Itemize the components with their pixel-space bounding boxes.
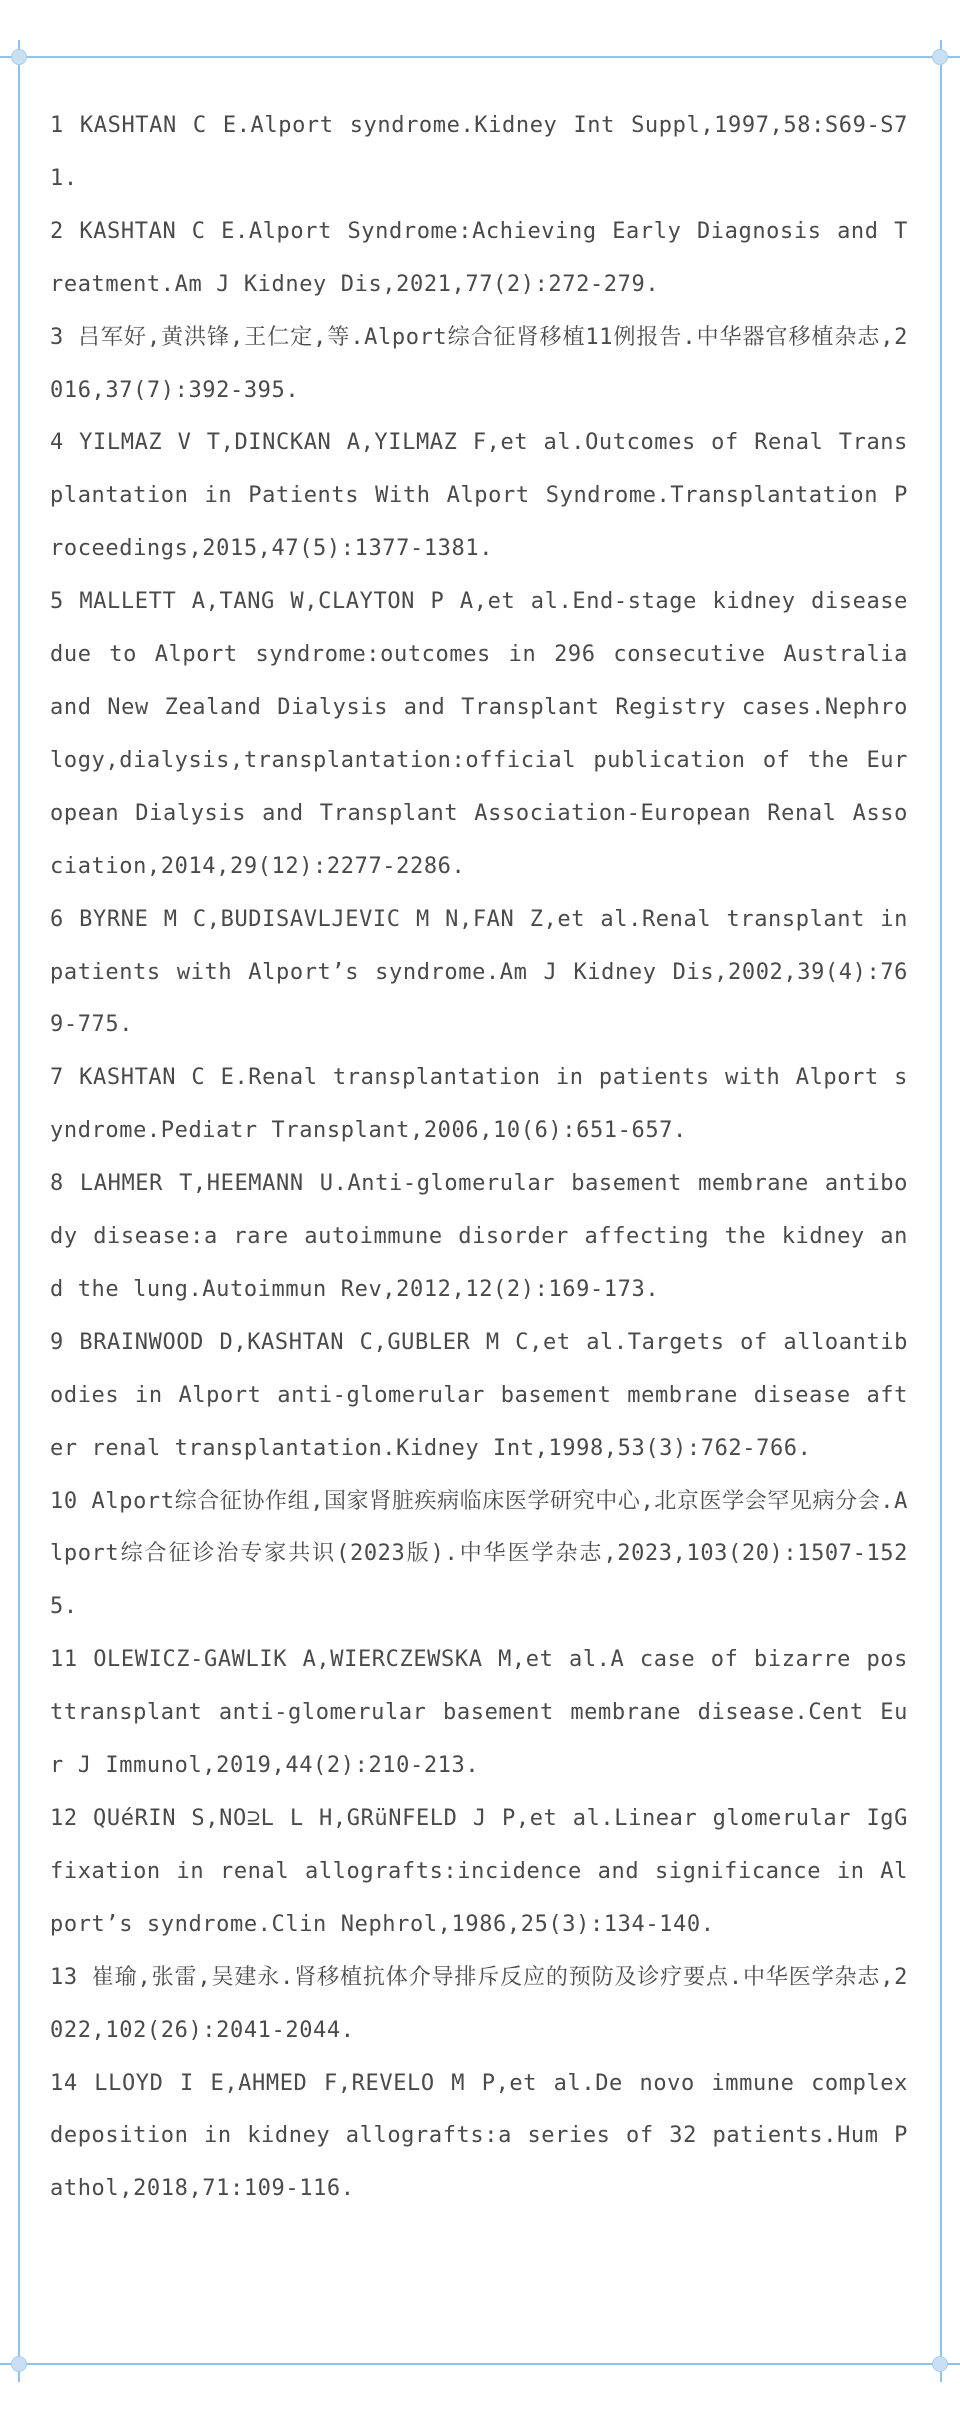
corner-dot-bottom-left [11,2356,27,2372]
frame-left-border [18,40,20,2382]
corner-dot-top-left [11,49,27,65]
reference-item-7: 7 KASHTAN C E.Renal transplantation in patients with Alport syndrome.Pediatr Transplant,2006,10(6):651-657. [50,1065,908,1144]
frame-bottom-border [0,2363,960,2365]
reference-item-6: 6 BYRNE M C,BUDISAVLJEVIC M N,FAN Z,et al.Renal transplant in patients with Alport’s syndrome.Am J Kidney Dis,2002,39(4):769-775. [50,906,908,1038]
reference-item-11: 11 OLEWICZ-GAWLIK A,WIERCZEWSKA M,et al.A case of bizarre posttransplant anti-glomerular basement membrane disease.Cent Eur J Immunol,2019,44(2):210-213. [50,1647,908,1779]
reference-list [50,100,908,2216]
reference-item-3: 3 吕军好,黄洪锋,王仁定,等.Alport综合征肾移植11例报告.中华器官移植杂志,2016,37(7):392-395. [50,324,908,403]
frame-top-border [0,56,960,58]
reference-item-1: 1 KASHTAN C E.Alport syndrome.Kidney Int Suppl,1997,58:S69-S71. [50,113,908,191]
reference-item-9: 9 BRAINWOOD D,KASHTAN C,GUBLER M C,et al.Targets of alloantibodies in Alport anti-glomerular basement membrane disease after renal transplantation.Kidney Int,1998,53(3):762-766. [50,1329,908,1461]
reference-item-14: 14 LLOYD I E,AHMED F,REVELO M P,et al.De novo immune complex deposition in kidney allografts:a series of 32 patients.Hum Pathol,2018,71:109-116. [50,2070,908,2202]
reference-item-2: 2 KASHTAN C E.Alport Syndrome:Achieving Early Diagnosis and Treatment.Am J Kidney Dis,2021,77(2):272-279. [50,218,908,297]
reference-item-8: 8 LAHMER T,HEEMANN U.Anti-glomerular basement membrane antibody disease:a rare autoimmune disorder affecting the kidney and the lung.Autoimmun Rev,2012,12(2):169-173. [50,1171,908,1302]
frame-right-border [940,40,942,2382]
reference-item-4: 4 YILMAZ V T,DINCKAN A,YILMAZ F,et al.Outcomes of Renal Transplantation in Patients With Alport Syndrome.Transplantation Proceedings,2015,47(5):1377-1381. [50,430,908,562]
corner-dot-bottom-right [932,2356,948,2372]
corner-dot-top-right [932,49,948,65]
reference-item-13: 13 崔瑜,张雷,吴建永.肾移植抗体介导排斥反应的预防及诊疗要点.中华医学杂志,2022,102(26):2041-2044. [50,1964,908,2043]
reference-item-12: 12 QUéRIN S,NO⊇L L H,GRüNFELD J P,et al.Linear glomerular IgG fixation in renal allografts:incidence and significance in Alport’s syndrome.Clin Nephrol,1986,25(3):134-140. [50,1806,908,1937]
reference-item-10: 10 Alport综合征协作组,国家肾脏疾病临床医学研究中心,北京医学会罕见病分会.Alport综合征诊治专家共识(2023版).中华医学杂志,2023,103(20):1507-1525. [50,1488,908,1620]
reference-item-5: 5 MALLETT A,TANG W,CLAYTON P A,et al.End-stage kidney disease due to Alport syndrome:outcomes in 296 consecutive Australia and New Zealand Dialysis and Transplant Registry cases.Nephrology,dialysis,transplantation:official publication of the European Dialysis and Transplant Association-European Renal Association,2014,29(12):2277-2286. [50,589,908,879]
